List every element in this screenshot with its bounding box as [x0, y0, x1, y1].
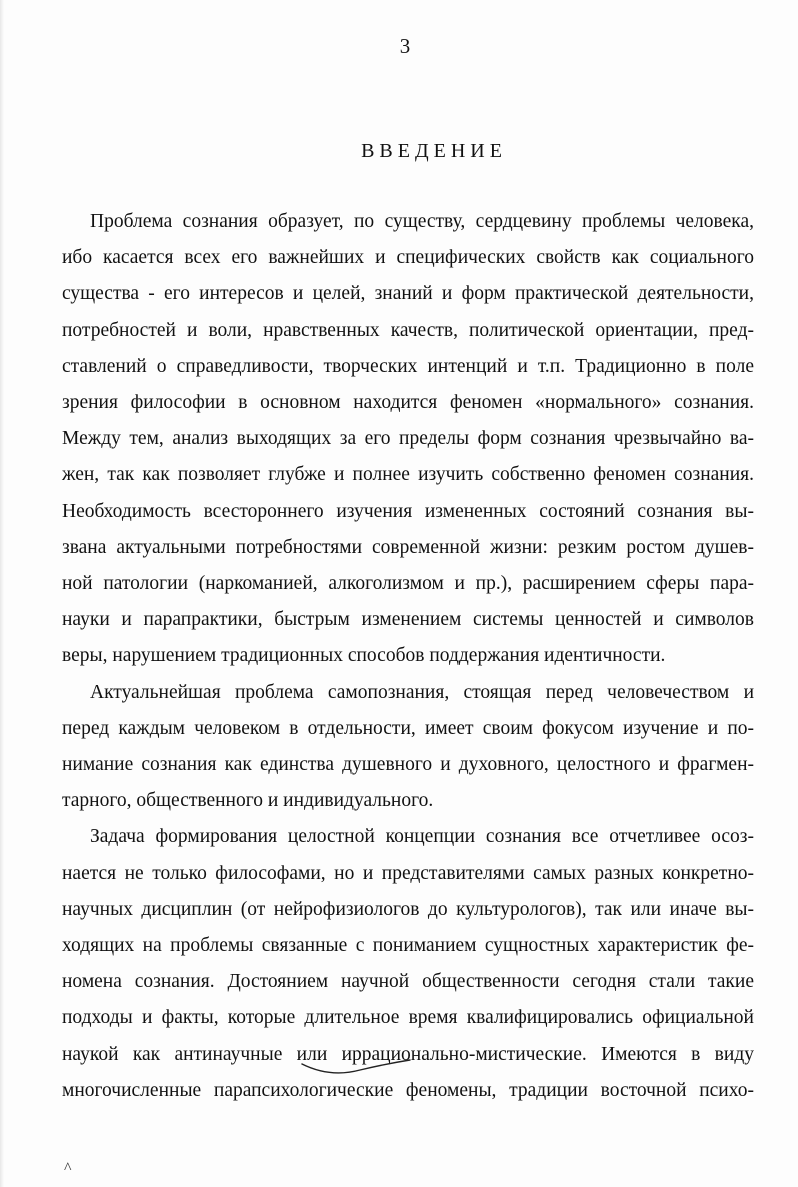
- text-line: Задача формирования целостной концепции сознания все отчетливее осоз-: [90, 826, 754, 848]
- text-line: Между тем, анализ выходящих за его пределы форм сознания чрезвычайно ва-: [62, 428, 754, 450]
- page-number: 3: [399, 34, 411, 58]
- paragraph-2: [62, 675, 754, 820]
- page-edge-shadow: [0, 0, 4, 1187]
- text-line: Необходимость всестороннего изучения измененных состояний сознания вы-: [62, 500, 754, 522]
- text-line: зрения философии в основном находится феномен «нормального» сознания.: [62, 392, 754, 414]
- text-line: ибо касается всех его важнейших и специфических свойств как социального: [62, 247, 754, 269]
- text-line: ставлений о справедливости, творческих интенций и т.п. Традиционно в поле: [62, 355, 754, 377]
- text-line: подходы и факты, которые длительное время квалифицировались официальной: [62, 1007, 754, 1029]
- text-line: многочисленные парапсихологические феномены, традиции восточной психо-: [62, 1079, 754, 1101]
- text-line: нается не только философами, но и представителями самых разных конкретно-: [62, 862, 754, 884]
- text-line: Актуальнейшая проблема самопознания, стоящая перед человечеством и: [90, 681, 754, 703]
- text-line: звана актуальными потребностями современной жизни: резким ростом душев-: [62, 536, 754, 558]
- text-line: веры, нарушением традиционных способов поддержания идентичности.: [62, 645, 666, 667]
- text-line: тарного, общественного и индивидуального.: [62, 790, 434, 812]
- body-text: [62, 204, 754, 1109]
- text-line: научных дисциплин (от нейрофизиологов до культурологов), так или иначе вы-: [62, 898, 754, 920]
- text-line: перед каждым человеком в отдельности, имеет своим фокусом изучение и по-: [62, 717, 754, 739]
- text-line: ной патологии (наркоманией, алкоголизмом и пр.), расширением сферы пара-: [62, 573, 754, 595]
- text-line: нимание сознания как единства душевного и духовного, целостного и фрагмен-: [62, 754, 754, 776]
- footer-mark: ^: [64, 1160, 72, 1177]
- text-line: наукой как антинаучные или иррационально-мистические. Имеются в виду: [62, 1043, 754, 1065]
- pencil-underline-mark: [300, 1056, 412, 1076]
- text-line: Проблема сознания образует, по существу, сердцевину проблемы человека,: [90, 211, 754, 232]
- text-line: ходящих на проблемы связанные с пониманием сущностных характеристик фе-: [62, 935, 754, 957]
- text-line: жен, так как позволяет глубже и полнее изучить собственно феномен сознания.: [62, 464, 754, 486]
- text-line: науки и парапрактики, быстрым изменением системы ценностей и символов: [62, 609, 754, 631]
- text-line: номена сознания. Достоянием научной общественности сегодня стали такие: [62, 971, 754, 993]
- text-line: потребностей и воли, нравственных качеств, политической ориентации, пред-: [62, 319, 754, 341]
- text-line: существа - его интересов и целей, знаний и форм практической деятельности,: [62, 283, 754, 305]
- section-heading: ВВЕДЕНИЕ: [361, 140, 507, 162]
- paragraph-1: [62, 204, 754, 675]
